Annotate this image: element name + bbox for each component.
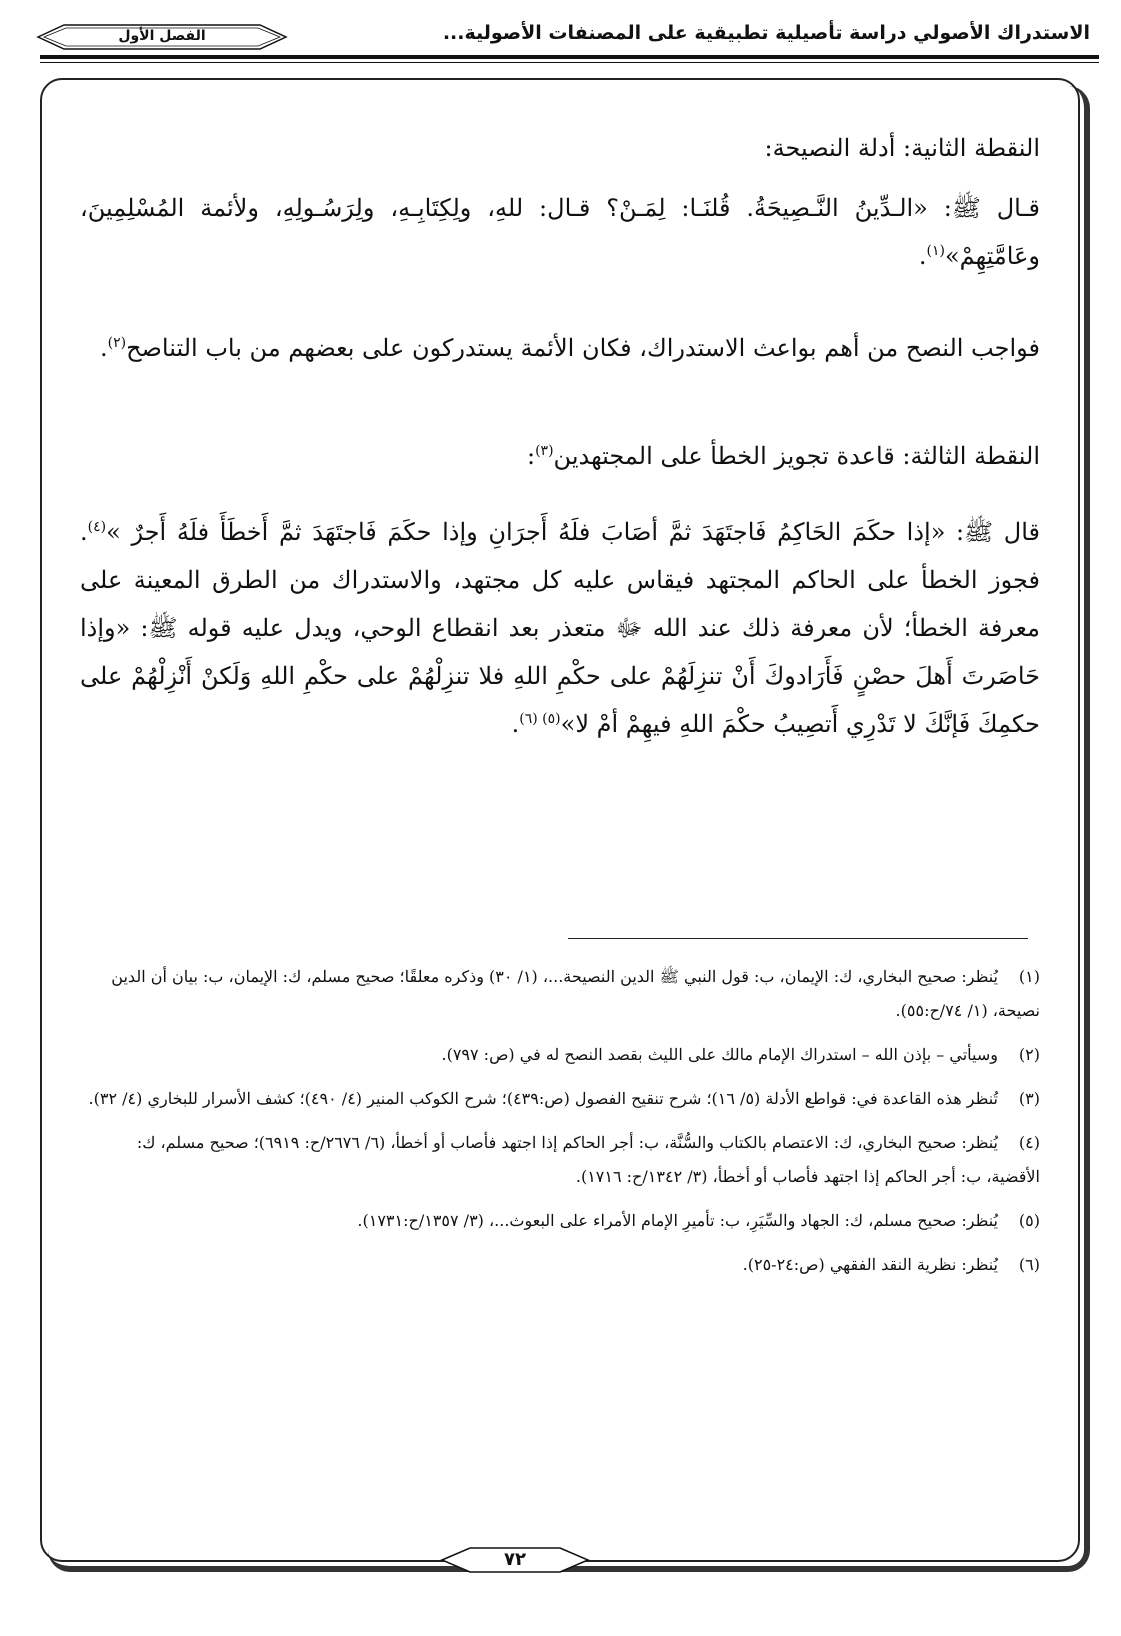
footnote-number: (٦) xyxy=(1018,1255,1040,1274)
section-heading-2: النقطة الثانية: أدلة النصيحة: xyxy=(764,134,1040,162)
hadith-paragraph-2: قال ﷺ: «إذا حكَمَ الحَاكِمُ فَاجتَهَدَ ثمَّ أصَابَ فلَهُ أَجرَانِ وإذا حكَمَ فَاجتَهَدَ ثمَّ أَخطَأَ فلَهُ أَجرٌ »$^{(٤)}$. فجوز الخطأ على الحاكم المجتهد فيقاس عليه كل مجتهد، والاستدراك من الطرق المعينة على معرفة الخطأ؛ لأن معرفة ذلك عند الله ﷻ متعذر بعد انقطاع الوحي، ويدل عليه قوله ﷺ: «وإذا حَاصَرتَ أَهلَ حصْنٍ فَأَرَادوكَ أَنْ تنزِلَهُمْ على حكْمِ اللهِ فلا تنزِلْهُمْ على حكْمِ اللهِ وَلَكنْ أَنْزِلْهُمْ على حكمِكَ فَإنَّكَ لا تَدْرِي أَتصِيبُ حكْمَ اللهِ فيهِمْ أمْ لا»$^{(٥) (٦)}$. xyxy=(80,518,1040,738)
page-number-badge xyxy=(440,1545,590,1575)
footnote-text: يُنظر: صحيح البخاري، ك: الاعتصام بالكتاب والسُّنَّة، ب: أجر الحاكم إذا اجتهد فأصاب أو أخطأ، (٦/ ٢٦٧٦/ح: ٦٩١٩)؛ صحيح مسلم، ك: الأقضية، ب: أجر الحاكم إذا اجتهد فأصاب أو أخطأ، (٣/ ١٣٤٢/ح: ١٧١٦). xyxy=(136,1133,1040,1186)
footnote-text: يُنظر: نظرية النقد الفقهي (ص:٢٤-٢٥). xyxy=(742,1255,998,1274)
page-header xyxy=(30,18,1090,58)
hadith-text-2a: قال ﷺ: «إذا حكَمَ الحَاكِمُ فَاجتَهَدَ ثمَّ أصَابَ فلَهُ أَجرَانِ وإذا حكَمَ فَاجتَهَدَ ثمَّ أَخطَأَ فلَهُ أَجرٌ » xyxy=(106,518,1040,546)
page-number: ٧٢ xyxy=(504,1549,526,1570)
footnote-ref-1[interactable]: (١) xyxy=(926,243,945,259)
section-heading-3: النقطة الثالثة: قاعدة تجويز الخطأ على المجتهدين$^{(٣)}$: xyxy=(526,442,1040,470)
footnote-text: يُنظر: صحيح البخاري، ك: الإيمان، ب: قول النبي ﷺ الدين النصيحة...، (١/ ٣٠) وذكره معلقًا؛ صحيح مسلم، ك: الإيمان، ب: بيان أن الدين نصيحة، (١/ ٧٤/ح:٥٥). xyxy=(111,967,1040,1020)
paragraph-nasiha: فواجب النصح من أهم بواعث الاستدراك، فكان الأئمة يستدركون على بعضهم من باب التناصح$^{(٢)}$. xyxy=(99,334,1040,362)
chapter-label: الفصل الأول xyxy=(118,28,206,44)
footnote-ref-4[interactable]: (٤) xyxy=(87,519,107,535)
footnote-text: تُنظر هذه القاعدة في: قواطع الأدلة (٥/ ١٦)؛ شرح تنقيح الفصول (ص:٤٣٩)؛ شرح الكوكب المنير (٤/ ٤٩٠)؛ كشف الأسرار للبخاري (٤/ ٣٢). xyxy=(88,1089,998,1108)
hadith-text-1: قـال ﷺ: «الـدِّينُ النَّـصِيحَةُ. قُلنَـا: لِمَـنْ؟ قـال: للهِ، ولِكِتَابِـهِ، ولِرَسُـولِهِ، ولأئمة المُسْلِمِينَ، وعَامَّتِهِمْ» xyxy=(80,194,1040,270)
hadith-paragraph-1: قـال ﷺ: «الـدِّينُ النَّـصِيحَةُ. قُلنَـا: لِمَـنْ؟ قـال: للهِ، ولِكِتَابِـهِ، ولِرَسُـولِهِ، ولأئمة المُسْلِمِينَ، وعَامَّتِهِمْ»$^{(١)}$. xyxy=(80,194,1040,270)
book-title: الاستدراك الأصولي دراسة تأصيلية تطبيقية على المصنفات الأصولية... xyxy=(442,22,1090,44)
footnote-6 xyxy=(88,1248,1040,1282)
footnote-text: وسيأتي – بإذن الله – استدراك الإمام مالك على الليث بقصد النصح له في (ص: ٧٩٧). xyxy=(441,1045,998,1064)
footnote-4 xyxy=(88,1126,1040,1194)
footnote-text: يُنظر: صحيح مسلم، ك: الجهاد والسِّيَرِ، ب: تأميرِ الإمام الأمراء على البعوث...، (٣/ ١٣٥٧/ح:١٧٣١). xyxy=(357,1211,998,1230)
header-rule-thin xyxy=(40,62,1099,63)
footnote-ref-3[interactable]: (٣) xyxy=(535,443,554,459)
hadith-text-2b: . فجوز الخطأ على الحاكم المجتهد فيقاس عليه كل مجتهد، والاستدراك من الطرق المعينة على معرفة الخطأ؛ لأن معرفة ذلك عند الله ﷻ متعذر بعد انقطاع الوحي، ويدل عليه قوله ﷺ: «وإذا حَاصَرتَ أَهلَ حصْنٍ فَأَرَادوكَ أَنْ تنزِلَهُمْ على حكْمِ اللهِ فلا تنزِلْهُمْ على حكْمِ اللهِ وَلَكنْ أَنْزِلْهُمْ على حكمِكَ فَإنَّكَ لا تَدْرِي أَتصِيبُ حكْمَ اللهِ فيهِمْ أمْ لا» xyxy=(80,518,1040,738)
footnote-number: (٥) xyxy=(1018,1211,1040,1230)
header-rule xyxy=(40,55,1099,59)
footnote-number: (٤) xyxy=(1018,1133,1040,1152)
paragraph-nasiha-text: فواجب النصح من أهم بواعث الاستدراك، فكان الأئمة يستدركون على بعضهم من باب التناصح xyxy=(126,334,1040,362)
footnote-number: (١) xyxy=(1018,967,1040,986)
section-heading-3-text: النقطة الثالثة: قاعدة تجويز الخطأ على المجتهدين xyxy=(553,442,1040,470)
footnote-2 xyxy=(88,1038,1040,1072)
footnote-ref-5-6[interactable]: (٥) (٦) xyxy=(519,711,561,727)
footnote-separator xyxy=(568,938,1028,939)
footnote-number: (٣) xyxy=(1018,1089,1040,1108)
footnote-ref-2[interactable]: (٢) xyxy=(107,335,127,351)
footnote-3 xyxy=(88,1082,1040,1116)
page-frame xyxy=(40,78,1080,1562)
footnote-5 xyxy=(88,1204,1040,1238)
footnotes xyxy=(88,960,1040,1292)
chapter-badge xyxy=(36,22,288,52)
footnote-number: (٢) xyxy=(1018,1045,1040,1064)
footnote-1 xyxy=(88,960,1040,1028)
